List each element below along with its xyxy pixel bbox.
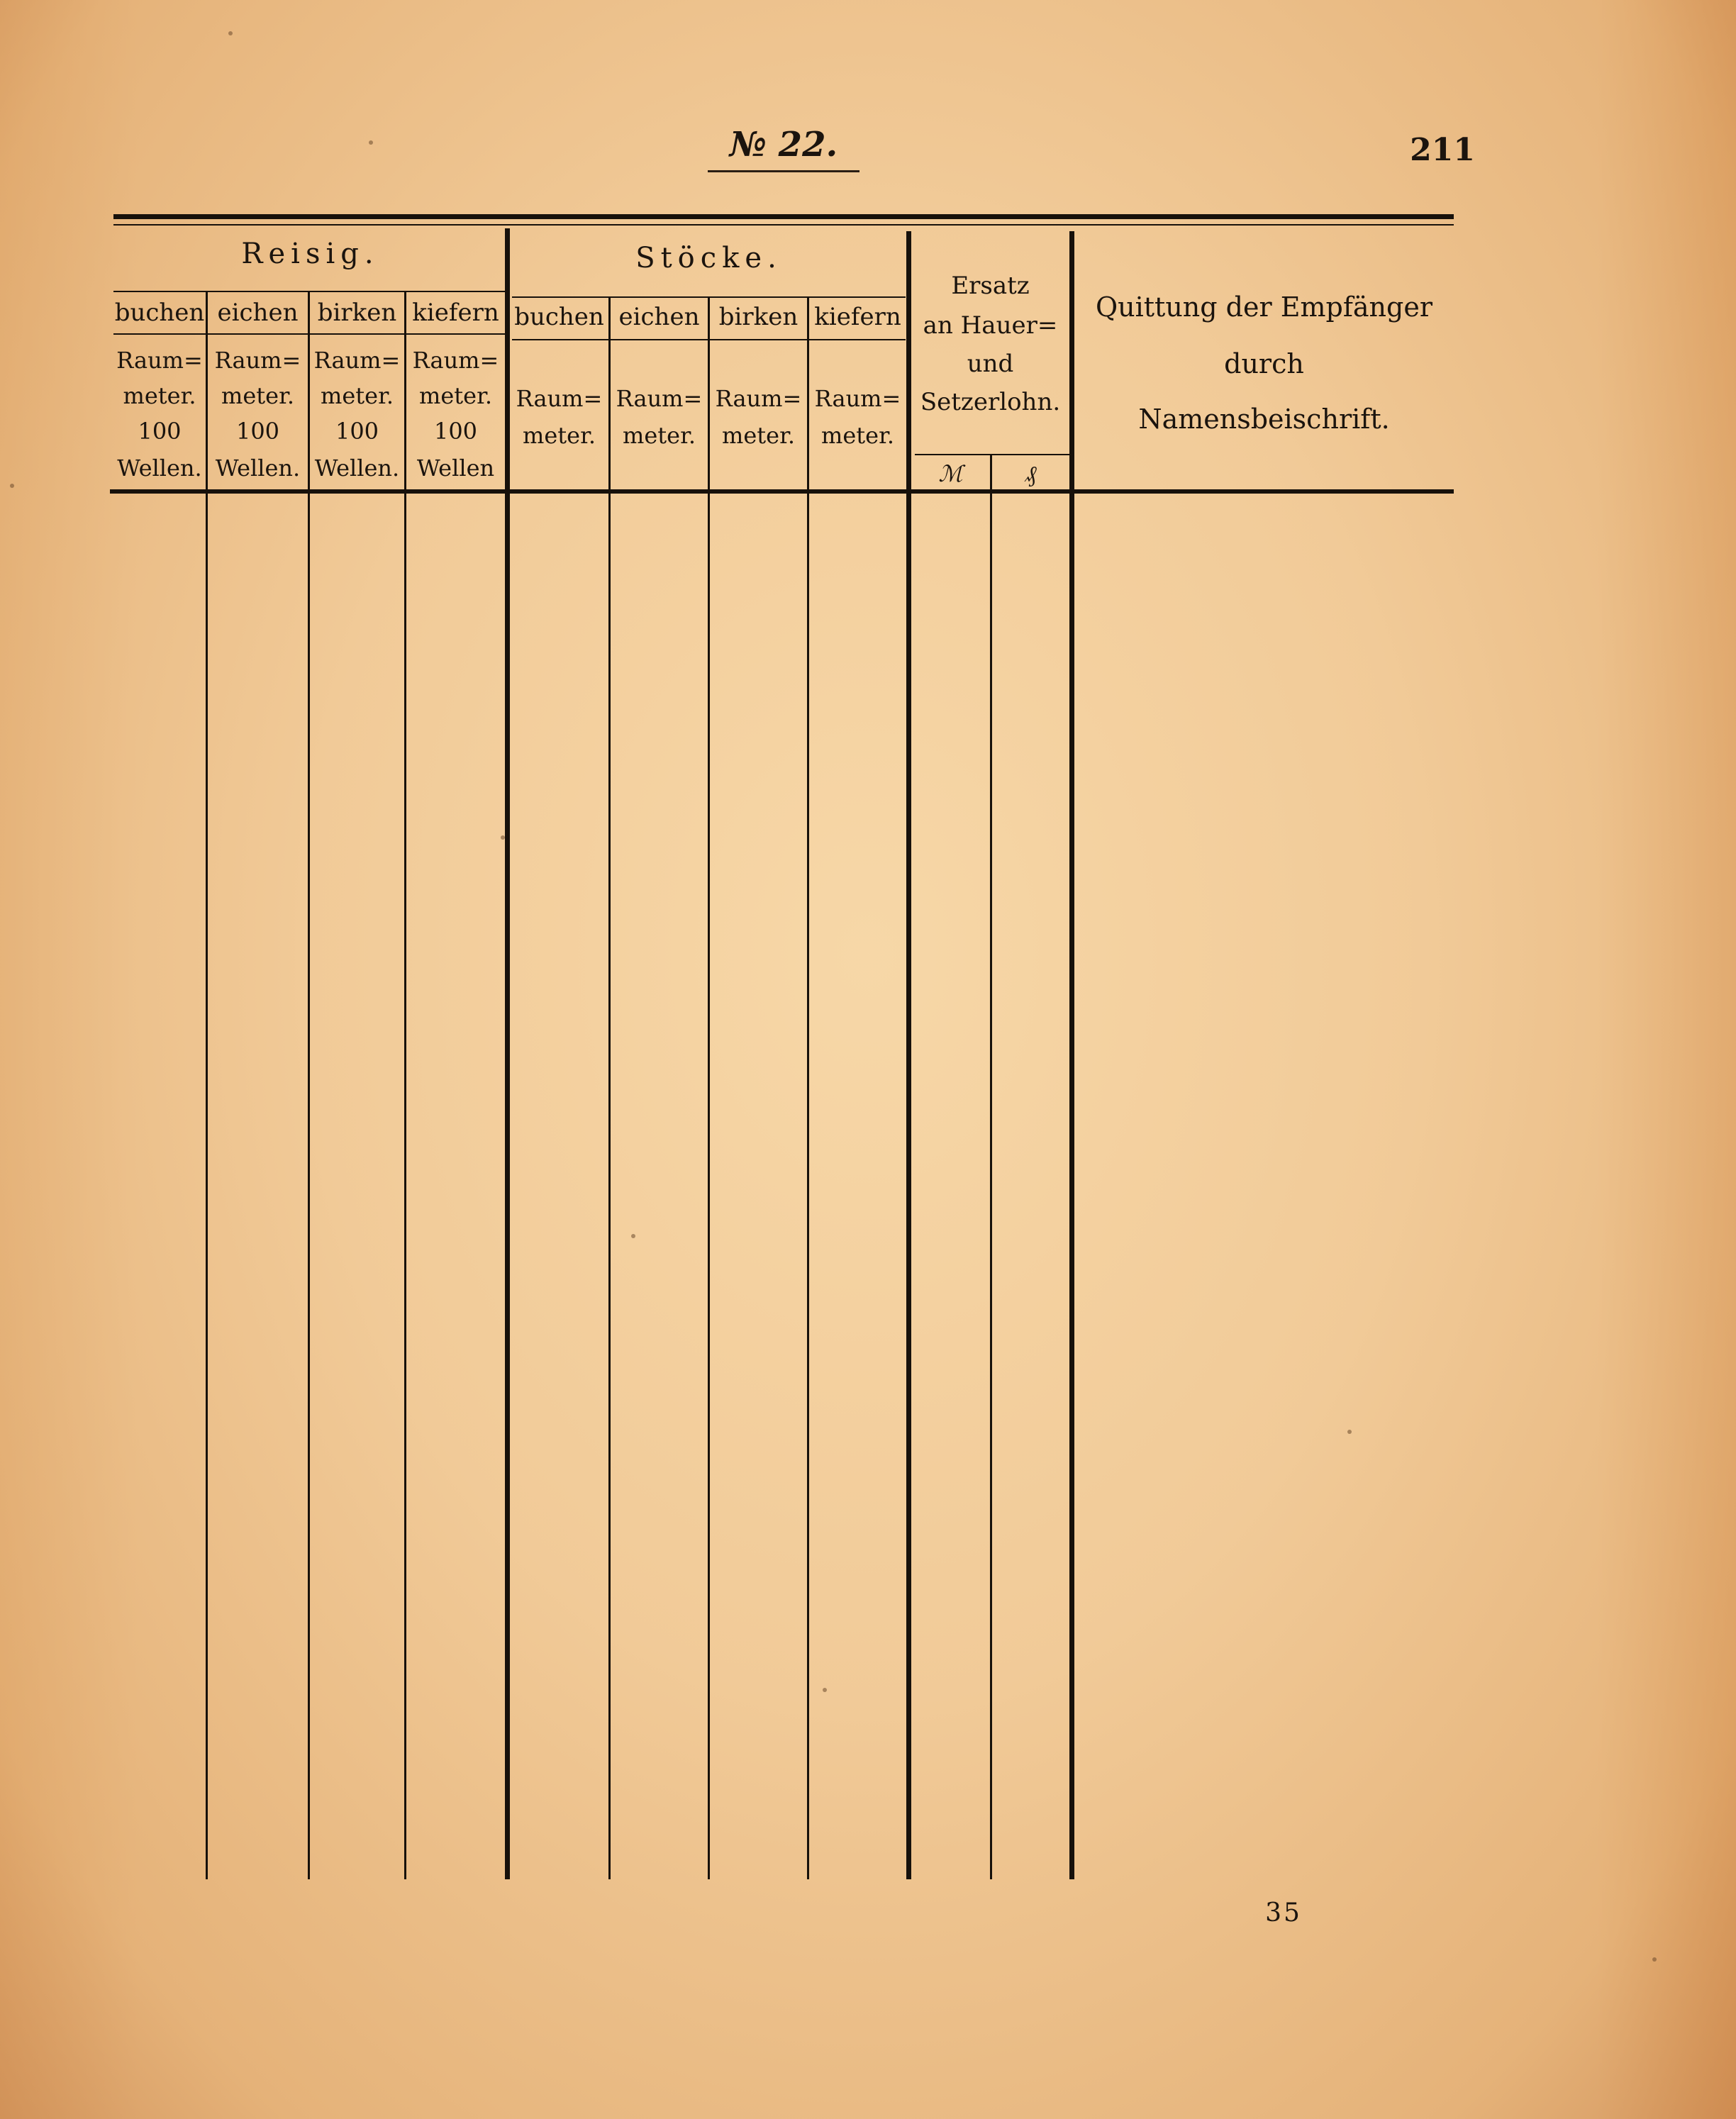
unit-line: Raum= [116,347,203,374]
col-sep-reisig-3 [404,291,406,1879]
unit-line: Wellen. [215,455,301,482]
form-number-underline [708,170,859,172]
header-bottom-rule [110,489,1454,494]
ersatz-line: und [967,350,1014,378]
col-sep-reisig-1 [206,291,208,1879]
ersatz-line: Setzerlohn. [920,388,1061,416]
unit-line: meter. [123,382,196,409]
unit-line: Raum= [715,385,802,412]
group-sep-reisig-stoecke [505,228,510,1879]
unit-line: Wellen [416,455,495,482]
unit-line: Raum= [814,385,901,412]
reisig-group-rule [113,291,507,292]
unit-line: Raum= [214,347,301,374]
unit-line: meter. [418,382,493,409]
top-rule-thin [113,224,1454,226]
paper-speck [1652,1957,1657,1962]
col-sep-stoecke-2 [708,296,710,1879]
unit-line: 100 [235,418,280,445]
reisig-col-header-eichen: eichen [217,299,299,327]
unit-line: 100 [335,418,379,445]
paper-speck [631,1234,635,1238]
quittung-line: Namensbeischrift. [1138,404,1390,435]
paper-speck [228,31,233,35]
unit-line: 100 [138,418,182,445]
printer-signature: 35 [1265,1898,1302,1928]
paper-speck [1347,1430,1352,1434]
ersatz-sub-rule [915,454,1071,455]
unit-line: meter. [221,382,295,409]
stoecke-col-header-eichen: eichen [618,303,700,331]
unit-line: 100 [433,418,478,445]
unit-line: meter. [522,422,596,449]
mark-unit-label: ℳ [938,460,963,487]
pfennig-unit-label: ₰ [1025,460,1037,487]
col-sep-stoecke-3 [807,296,809,1879]
unit-line: Raum= [412,347,499,374]
page-number: 211 [1410,132,1475,168]
unit-line: meter. [721,422,796,449]
unit-line: meter. [820,422,895,449]
stoecke-group-title: Stöcke. [635,242,782,274]
unit-line: Raum= [313,347,401,374]
reisig-col-header-kiefern: kiefern [412,299,499,327]
reisig-col-header-buchen: buchen [114,299,205,327]
stoecke-col-header-buchen: buchen [514,303,604,331]
quittung-line: durch [1224,348,1304,379]
stoecke-col-header-birken: birken [718,303,799,331]
col-sep-ersatz-mark-pf [990,455,992,1879]
col-sep-reisig-2 [308,291,310,1879]
unit-line: Wellen. [117,455,202,482]
paper-speck [823,1688,827,1692]
form-number: № 22. [729,125,838,165]
top-rule-thick [113,214,1454,219]
unit-line: Raum= [516,385,603,412]
ersatz-line: Ersatz [951,272,1030,300]
quittung-line: Quittung der Empfänger [1096,291,1432,323]
stoecke-col-header-kiefern: kiefern [814,303,901,331]
group-sep-stoecke-ersatz [906,231,911,1879]
reisig-subheader-rule [113,333,507,335]
paper-speck [501,835,505,840]
paper-speck [369,140,373,145]
ersatz-line: an Hauer= [923,311,1058,340]
unit-line: Raum= [616,385,703,412]
unit-line: Wellen. [314,455,400,482]
paper-speck [10,484,14,488]
reisig-col-header-birken: birken [317,299,397,327]
unit-line: meter. [320,382,394,409]
unit-line: meter. [622,422,696,449]
col-sep-stoecke-1 [608,296,611,1879]
reisig-group-title: Reisig. [241,238,379,270]
group-sep-ersatz-quittung [1069,231,1074,1879]
